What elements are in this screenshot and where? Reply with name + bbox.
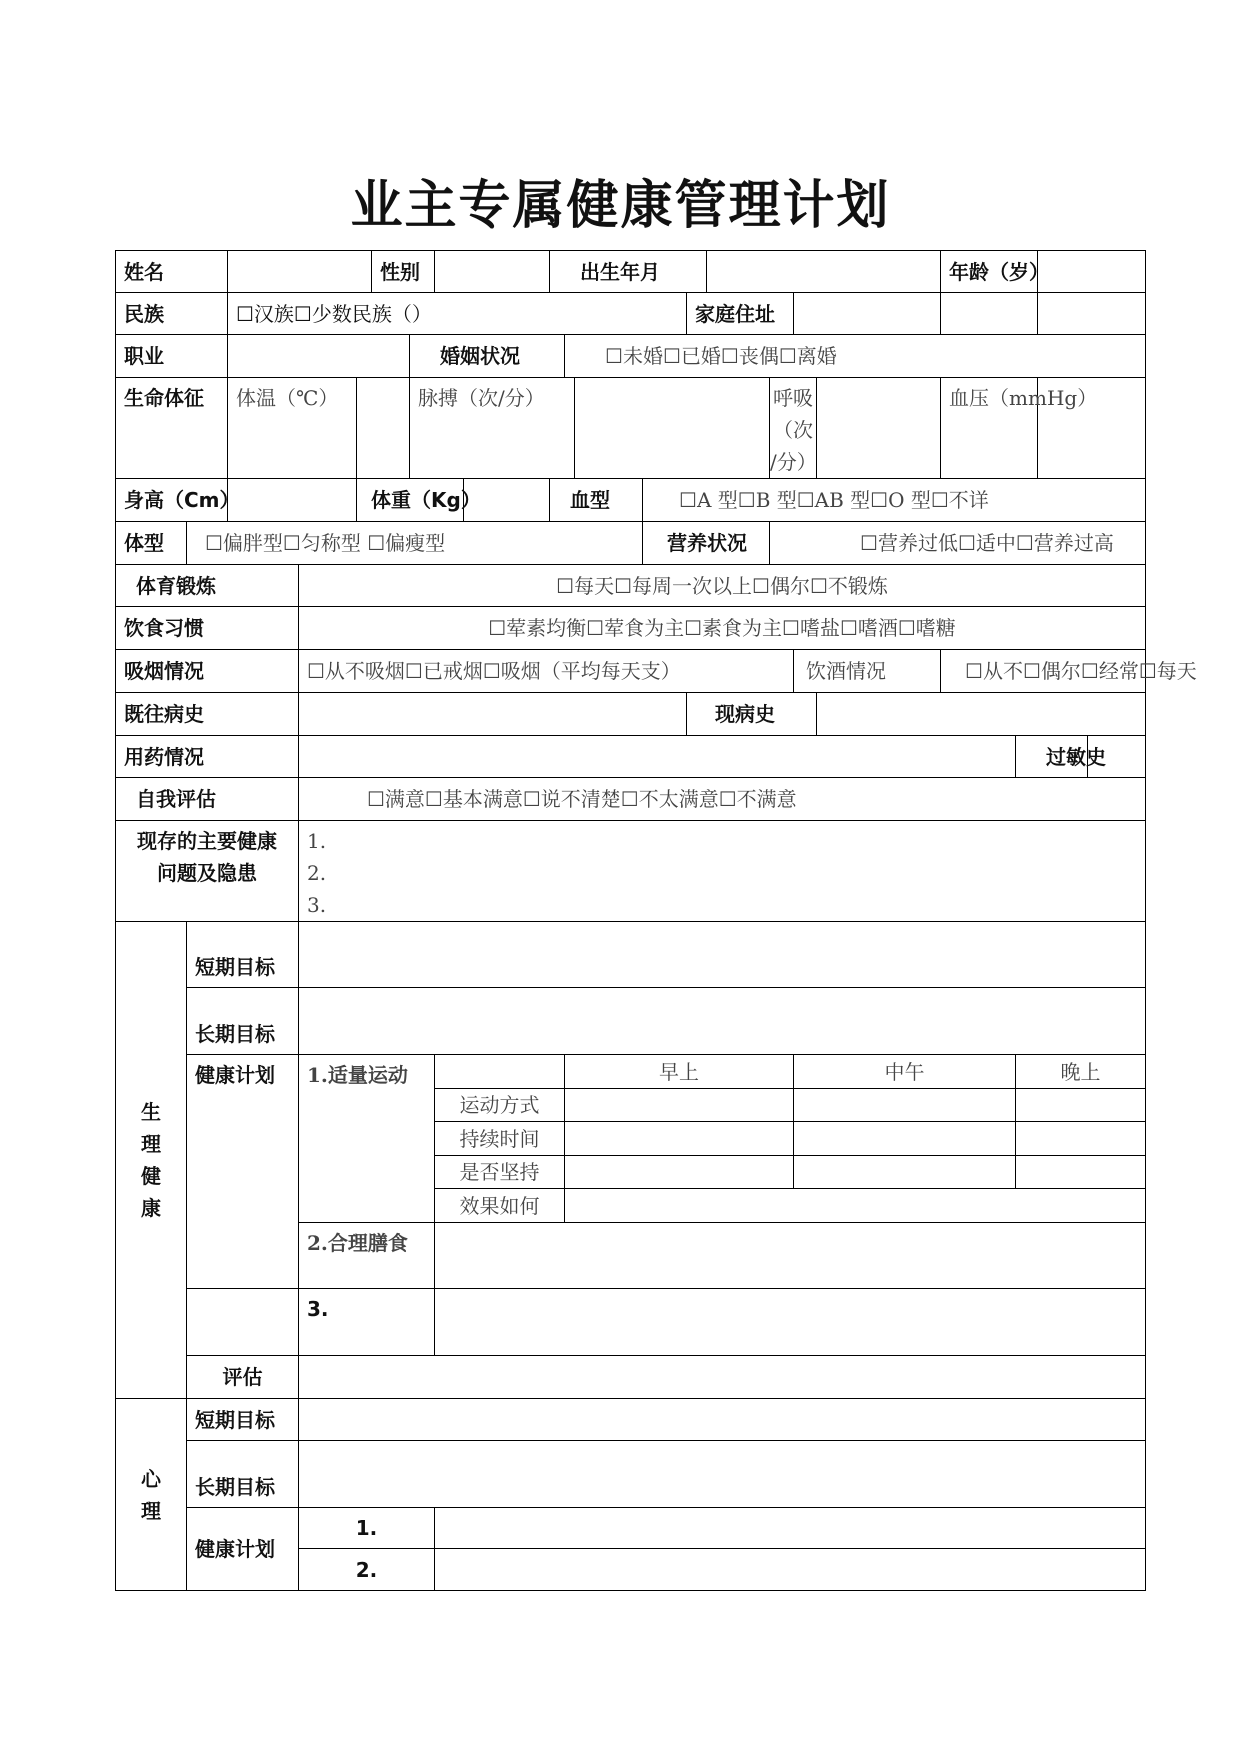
duration-evening[interactable] bbox=[1016, 1122, 1146, 1156]
diet-plan-title-text: 2.合理膳食 bbox=[307, 1231, 408, 1255]
mental-plan-item-2-field[interactable] bbox=[435, 1549, 1146, 1591]
ethnicity-label: 民族 bbox=[116, 293, 228, 335]
exercise-row-duration: 持续时间 bbox=[435, 1122, 565, 1156]
method-evening[interactable] bbox=[1016, 1089, 1146, 1122]
body-type-label: 体型 bbox=[116, 522, 187, 565]
exercise-plan-title-text: 1.适量运动 bbox=[307, 1063, 408, 1087]
problems-list[interactable] bbox=[299, 821, 1146, 922]
mental-long-goal-label: 长期目标 bbox=[187, 1441, 299, 1508]
persist-evening[interactable] bbox=[1016, 1156, 1146, 1189]
current-history-label: 现病史 bbox=[687, 693, 817, 736]
name-label: 姓名 bbox=[116, 251, 228, 293]
row-diet bbox=[116, 607, 1146, 650]
row-mental-short-goal bbox=[116, 1399, 1146, 1441]
method-noon[interactable] bbox=[794, 1089, 1016, 1122]
row-physical-long-goal bbox=[116, 988, 1146, 1055]
occupation-field[interactable] bbox=[228, 335, 410, 378]
self-eval-options[interactable]: ☐满意☐基本满意☐说不清楚☐不太满意☐不满意 bbox=[299, 778, 1146, 821]
medication-label: 用药情况 bbox=[116, 736, 299, 778]
exercise-row-effect: 效果如何 bbox=[435, 1189, 565, 1223]
physical-eval-field[interactable] bbox=[299, 1356, 1146, 1399]
weight-label: 体重（Kg） bbox=[357, 479, 464, 522]
address-field-3[interactable] bbox=[1038, 293, 1146, 335]
drinking-options[interactable]: ☐从不☐偶尔☐经常☐每天 bbox=[941, 650, 1146, 693]
health-plan-form bbox=[115, 250, 1197, 1591]
current-history-field[interactable] bbox=[817, 693, 1146, 736]
problems-label-line-2: 问题及隐患 bbox=[157, 861, 257, 885]
row-mental-long-goal bbox=[116, 1441, 1146, 1508]
blood-options[interactable]: ☐A 型☐B 型☐AB 型☐O 型☐不详 bbox=[643, 479, 1146, 522]
row-body-type bbox=[116, 522, 1146, 565]
nutrition-label: 营养状况 bbox=[643, 522, 770, 565]
exercise-options[interactable]: ☐每天☐每周一次以上☐偶尔☐不锻炼 bbox=[299, 565, 1146, 607]
physical-eval-label: 评估 bbox=[187, 1356, 299, 1399]
occupation-label: 职业 bbox=[116, 335, 228, 378]
row-ethnicity bbox=[116, 293, 1146, 335]
past-history-label: 既往病史 bbox=[116, 693, 299, 736]
birth-field[interactable] bbox=[707, 251, 941, 293]
mental-short-goal-field[interactable] bbox=[299, 1399, 1146, 1441]
page-title: 业主专属健康管理计划 bbox=[350, 176, 891, 236]
medication-field[interactable] bbox=[299, 736, 1016, 778]
exercise-label: 体育锻炼 bbox=[116, 565, 299, 607]
resp-line-2: （次 bbox=[773, 418, 814, 442]
mental-section-label: 心 理 bbox=[116, 1399, 187, 1591]
mental-plan-item-2-label: 2. bbox=[299, 1549, 435, 1591]
exercise-row-persist: 是否坚持 bbox=[435, 1156, 565, 1189]
mental-plan-item-1-label: 1. bbox=[299, 1508, 435, 1549]
method-morning[interactable] bbox=[565, 1089, 794, 1122]
problem-item-2: 2. bbox=[307, 861, 327, 885]
resp-label bbox=[770, 378, 817, 479]
row-smoking bbox=[116, 650, 1146, 693]
effect-field[interactable] bbox=[565, 1189, 1146, 1223]
row-self-eval bbox=[116, 778, 1146, 821]
row-history bbox=[116, 693, 1146, 736]
row-basic-info bbox=[116, 251, 1146, 293]
row-mental-plan-1 bbox=[116, 1508, 1146, 1549]
physical-long-goal-field[interactable] bbox=[299, 988, 1146, 1055]
duration-morning[interactable] bbox=[565, 1122, 794, 1156]
row-plan-item-3 bbox=[116, 1289, 1146, 1356]
resp-line-1: 呼吸 bbox=[773, 386, 814, 410]
ethnicity-options[interactable]: ☐汉族☐少数民族（） bbox=[228, 293, 687, 335]
marital-options[interactable]: ☐未婚☐已婚☐丧偶☐离婚 bbox=[565, 335, 1146, 378]
gender-field[interactable] bbox=[435, 251, 550, 293]
address-field[interactable] bbox=[794, 293, 941, 335]
duration-noon[interactable] bbox=[794, 1122, 1016, 1156]
diet-options[interactable]: ☐荤素均衡☐荤食为主☐素食为主☐嗜盐☐嗜酒☐嗜糖 bbox=[299, 607, 1146, 650]
temp-label: 体温（℃） bbox=[228, 378, 357, 479]
mental-plan-label: 健康计划 bbox=[187, 1508, 299, 1591]
persist-noon[interactable] bbox=[794, 1156, 1016, 1189]
plan-item-3-label: 3. bbox=[299, 1289, 435, 1356]
plan-item-3-blank bbox=[187, 1289, 299, 1356]
smoking-options[interactable]: ☐从不吸烟☐已戒烟☐吸烟（平均每天支） bbox=[299, 650, 794, 693]
marital-label: 婚姻状况 bbox=[410, 335, 565, 378]
birth-label: 出生年月 bbox=[550, 251, 707, 293]
address-label: 家庭住址 bbox=[687, 293, 794, 335]
pulse-field[interactable] bbox=[575, 378, 770, 479]
persist-morning[interactable] bbox=[565, 1156, 794, 1189]
diet-plan-title bbox=[299, 1223, 435, 1289]
age-label: 年龄（岁） bbox=[941, 251, 1038, 293]
allergy-label: 过敏史 bbox=[1016, 736, 1088, 778]
physical-short-goal-field[interactable] bbox=[299, 922, 1146, 988]
row-medication bbox=[116, 736, 1146, 778]
row-body-measures bbox=[116, 479, 1146, 522]
drinking-label: 饮酒情况 bbox=[794, 650, 941, 693]
height-field[interactable] bbox=[228, 479, 357, 522]
problems-label-line-1: 现存的主要健康 bbox=[137, 829, 277, 853]
pulse-label: 脉搏（次/分） bbox=[410, 378, 575, 479]
mental-long-goal-field[interactable] bbox=[299, 1441, 1146, 1508]
nutrition-options[interactable]: ☐营养过低☐适中☐营养过高 bbox=[770, 522, 1146, 565]
self-eval-label: 自我评估 bbox=[116, 778, 299, 821]
row-vital-signs bbox=[116, 378, 1146, 479]
mental-plan-item-1-field[interactable] bbox=[435, 1508, 1146, 1549]
diet-plan-field[interactable] bbox=[435, 1223, 1146, 1289]
temp-field[interactable] bbox=[357, 378, 410, 479]
exercise-row-method: 运动方式 bbox=[435, 1089, 565, 1122]
time-morning: 早上 bbox=[565, 1055, 794, 1089]
physical-long-goal-label: 长期目标 bbox=[187, 988, 299, 1055]
problems-label bbox=[116, 821, 299, 922]
row-physical-short-goal bbox=[116, 922, 1146, 988]
gender-label: 性别 bbox=[372, 251, 435, 293]
resp-field[interactable] bbox=[817, 378, 941, 479]
resp-line-3: /分） bbox=[770, 450, 817, 474]
blood-label: 血型 bbox=[550, 479, 643, 522]
exercise-header-blank bbox=[435, 1055, 565, 1089]
row-exercise bbox=[116, 565, 1146, 607]
physical-short-goal-label: 短期目标 bbox=[187, 922, 299, 988]
physical-section-label: 生 理 健 康 bbox=[116, 922, 187, 1399]
body-type-options[interactable]: ☐偏胖型☐匀称型 ☐偏瘦型 bbox=[187, 522, 643, 565]
exercise-plan-title bbox=[299, 1055, 435, 1223]
smoking-label: 吸烟情况 bbox=[116, 650, 299, 693]
bp-label: 血压（mmHg） bbox=[941, 378, 1038, 479]
diet-label: 饮食习惯 bbox=[116, 607, 299, 650]
age-field[interactable] bbox=[1038, 251, 1146, 293]
time-noon: 中午 bbox=[794, 1055, 1016, 1089]
row-exercise-header bbox=[116, 1055, 1146, 1089]
vitals-label: 生命体征 bbox=[116, 378, 228, 479]
problem-item-3: 3. bbox=[307, 893, 327, 917]
past-history-field[interactable] bbox=[299, 693, 687, 736]
address-field-2[interactable] bbox=[941, 293, 1038, 335]
problem-item-1: 1. bbox=[307, 829, 327, 853]
row-problems bbox=[116, 821, 1146, 922]
physical-plan-label: 健康计划 bbox=[187, 1055, 299, 1289]
row-occupation bbox=[116, 335, 1146, 378]
mental-short-goal-label: 短期目标 bbox=[187, 1399, 299, 1441]
row-physical-eval bbox=[116, 1356, 1146, 1399]
height-label: 身高（Cm） bbox=[116, 479, 228, 522]
plan-item-3-field[interactable] bbox=[435, 1289, 1146, 1356]
name-field[interactable] bbox=[228, 251, 372, 293]
time-evening: 晚上 bbox=[1016, 1055, 1146, 1089]
